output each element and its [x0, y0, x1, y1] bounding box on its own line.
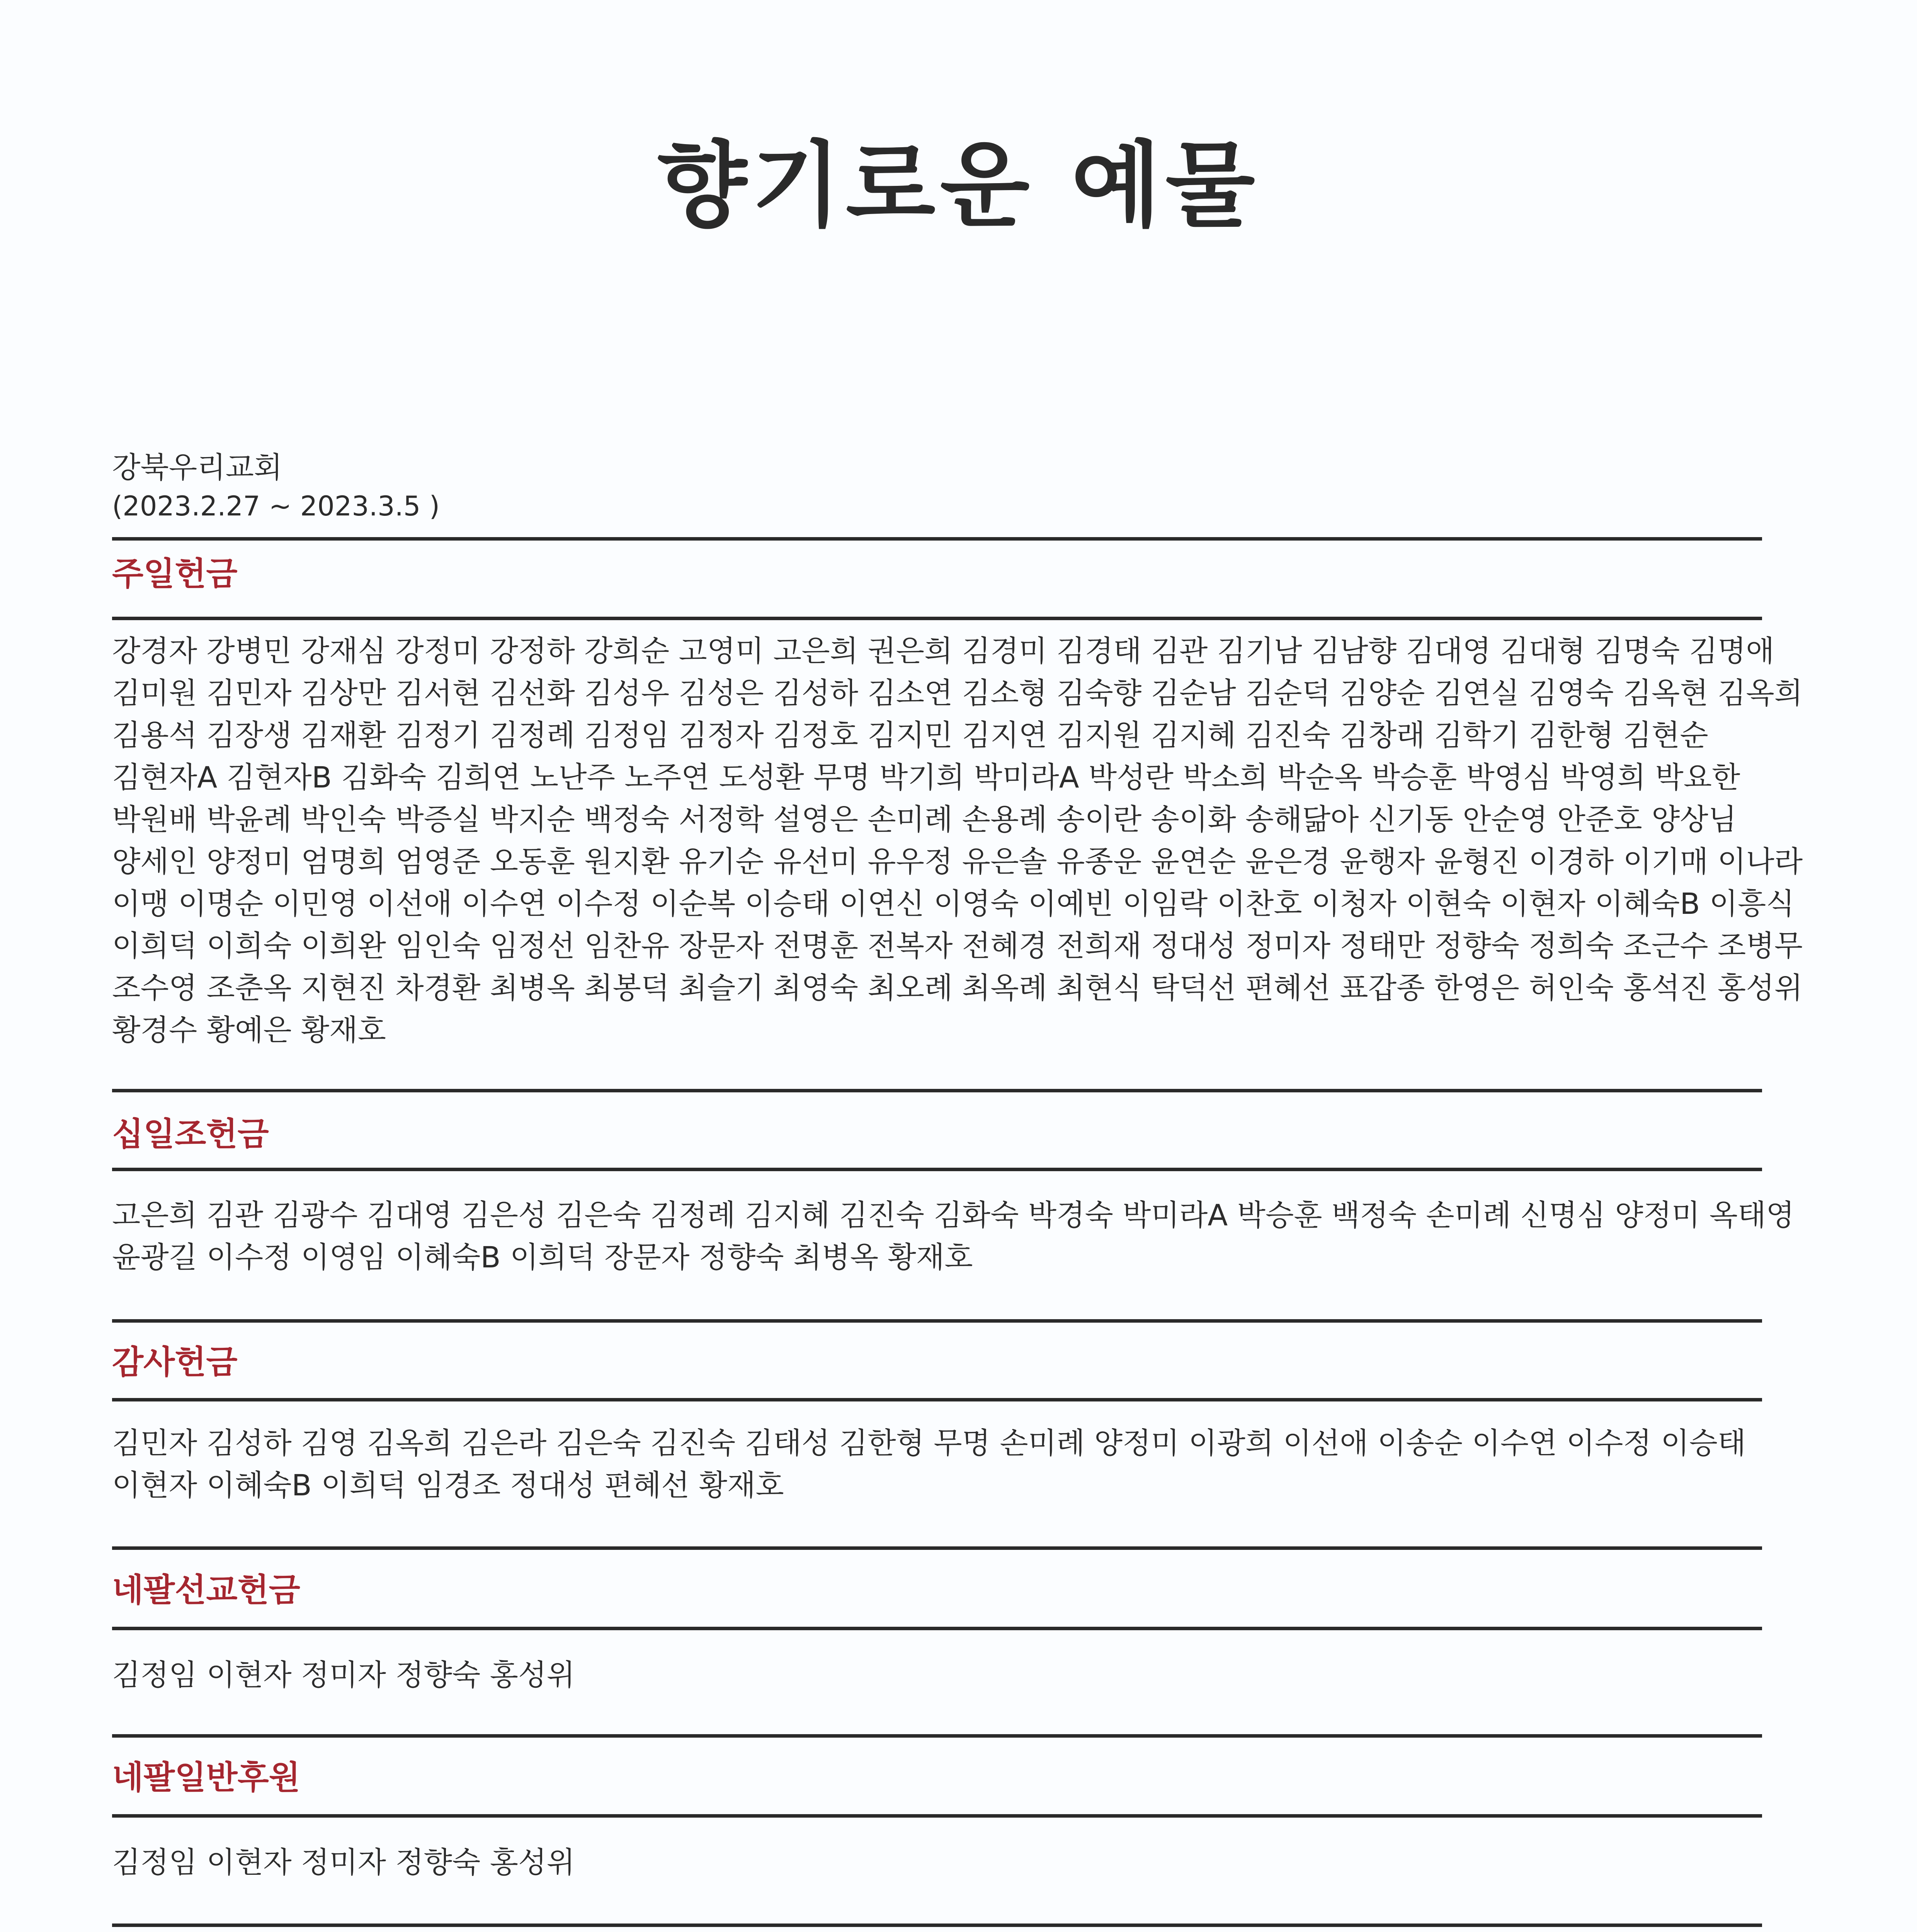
section-names-tithe: 고은희 김관 김광수 김대영 김은성 김은숙 김정례 김지혜 김진숙 김화숙 박경숙 박미라A 박승훈 백정숙 손미례 신명심 양정미 옥태영 윤광길 이수정 이영임 이혜숙B 이희덕 장문자 정향숙 최병옥 황재호 [112, 1198, 1795, 1274]
section-title-sunday-offering: 주일헌금 [112, 555, 238, 593]
date-range: (2023.2.27 ~ 2023.3.5 ) [112, 490, 440, 522]
section-divider [112, 1319, 1762, 1323]
section-title-nepal-mission: 네팔선교헌금 [112, 1571, 300, 1609]
section-divider [112, 1923, 1762, 1927]
section-divider [112, 1814, 1762, 1818]
section-divider [112, 1398, 1762, 1401]
section-divider [112, 617, 1762, 620]
section-title-tithe: 십일조헌금 [112, 1115, 269, 1153]
section-divider [112, 1168, 1762, 1171]
section-divider [112, 537, 1762, 541]
section-divider [112, 1627, 1762, 1630]
section-divider [112, 1089, 1762, 1092]
section-title-nepal-support: 네팔일반후원 [112, 1759, 300, 1796]
section-title-thanksgiving: 감사헌금 [112, 1343, 238, 1381]
section-names-nepal-support: 김정임 이현자 정미자 정향숙 홍성위 [112, 1845, 575, 1879]
section-divider [112, 1546, 1762, 1550]
page-title: 향기로운 예물 [657, 131, 1260, 240]
section-names-nepal-mission: 김정임 이현자 정미자 정향숙 홍성위 [112, 1658, 575, 1692]
section-names-sunday-offering: 강경자 강병민 강재심 강정미 강정하 강희순 고영미 고은희 권은희 김경미 김경태 김관 김기남 김남향 김대영 김대형 김명숙 김명애 김미원 김민자 김상만 김서현 김선화 김성우 김성은 김성하 김소연 김소형 김숙향 김순남 김순덕 김양순 김연실 김영숙 김옥현 김옥희 김용석 김장생 김재환 김정기 김정례 김정임 김정자 김정호 김지민 김지연 김지원 김지혜 김진숙 김창래 김학기 김한형 김현순 김현자A 김현자B 김화숙 김희연 노난주 노주연 도성환 무명 박기희 박미라A 박성란 박소희 박순옥 박승훈 박영심 박영희 박요한 박원배 박윤례 박인숙 박증실 박지순 백정숙 서정학 설영은 손미례 손용례 송이란 송이화 송해닮아 신기동 안순영 안준호 양상님 양세인 양정미 엄명희 엄영준 오동훈 원지환 유기순 유선미 유우정 유은솔 유종운 윤연순 윤은경 윤행자 윤형진 이경하 이기매 이나라 이맹 이명순 이민영 이선애 이수연 이수정 이순복 이승태 이연신 이영숙 이예빈 이임락 이찬호 이청자 이현숙 이현자 이혜숙B 이흥식 이희덕 이희숙 이희완 임인숙 임정선 임찬유 장문자 전명훈 전복자 전혜경 전희재 정대성 정미자 정태만 정향숙 정희숙 조근수 조병무 조수영 조춘옥 지현진 차경환 최병옥 최봉덕 최슬기 최영숙 최오례 최옥례 최현식 탁덕선 편혜선 표갑종 한영은 허인숙 홍석진 홍성위 황경수 황예은 황재호 [112, 634, 1803, 1047]
section-divider [112, 1734, 1762, 1738]
section-names-thanksgiving: 김민자 김성하 김영 김옥희 김은라 김은숙 김진숙 김태성 김한형 무명 손미례 양정미 이광희 이선애 이송순 이수연 이수정 이승태 이현자 이혜숙B 이희덕 임경조 정대성 편혜선 황재호 [112, 1426, 1746, 1502]
church-name: 강북우리교회 [112, 450, 282, 485]
